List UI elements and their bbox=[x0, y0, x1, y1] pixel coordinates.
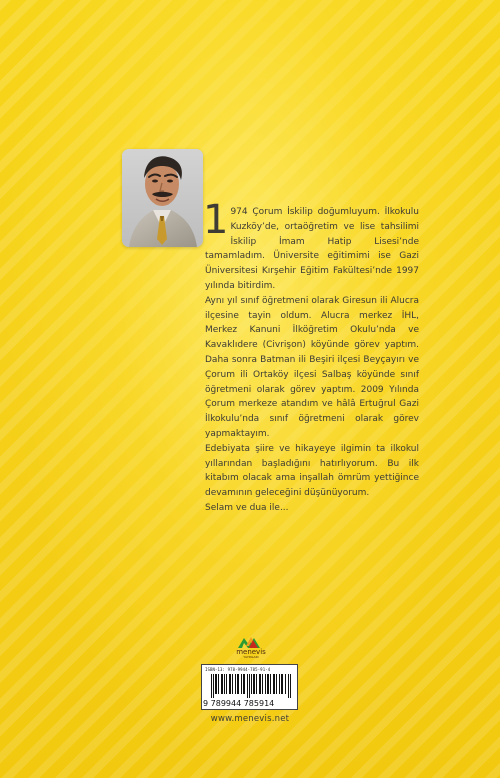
bio-paragraph-1-text: 974 Çorum İskilip doğumluyum. İlkokulu Kuzköy’de, ortaöğretim ve lise tahsilimi İskilip İmam Hatip Lisesi’nde tamamladım. Üniversite eğitimimi ise Gazi Üniversitesi Kırşehir Eğitim Fakültesi’nde 1997 yılında bitirdim. bbox=[205, 207, 419, 291]
author-portrait-icon bbox=[122, 149, 203, 247]
publisher-subtitle: YAYINLARI bbox=[243, 655, 259, 659]
isbn-barcode-box bbox=[201, 664, 298, 710]
publisher-website: www.menevis.net bbox=[210, 714, 290, 724]
drop-cap: 1 bbox=[203, 197, 229, 243]
publisher-name: menevis bbox=[236, 648, 266, 656]
bio-paragraph-4: Selam ve dua ile... bbox=[205, 502, 289, 513]
bio-paragraph-2: Aynı yıl sınıf öğretmeni olarak Giresun ili Alucra ilçesine tayin oldum. Alucra merkez İHL, Merkez Kanuni İlköğretim Okulu’nda ve Kavaklıdere (Civrişon) köyünde görev yaptım. Daha sonra Batman ili Beşiri ilçesi Beyçayırı ve Çorum ili Ortaköy ilçesi Salbaş köyünde sınıf öğretmeni olarak görev yaptım. 2009 Yılında Çorum merkeze atandım ve hâlâ Ertuğrul Gazi İlkokulu’nda sınıf öğretmeni olarak görev yapmaktayım. bbox=[205, 295, 419, 439]
bio-paragraph-3: Edebiyata şiire ve hikayeye ilgimin ta ilkokul yıllarından başladığını hatırlıyorum. Bu ilk kitabım olacak ama inşallah ömrüm yettiğince devamının geleceğini düşünüyorum. bbox=[205, 443, 419, 499]
barcode-icon bbox=[211, 674, 293, 698]
author-photo bbox=[122, 149, 203, 247]
isbn-text: ISBN-13: 978-9944-785-91-4 bbox=[205, 667, 271, 672]
barcode-number: 9 789944 785914 bbox=[203, 699, 275, 708]
author-bio bbox=[203, 197, 419, 516]
bio-paragraph-1 bbox=[203, 197, 419, 294]
